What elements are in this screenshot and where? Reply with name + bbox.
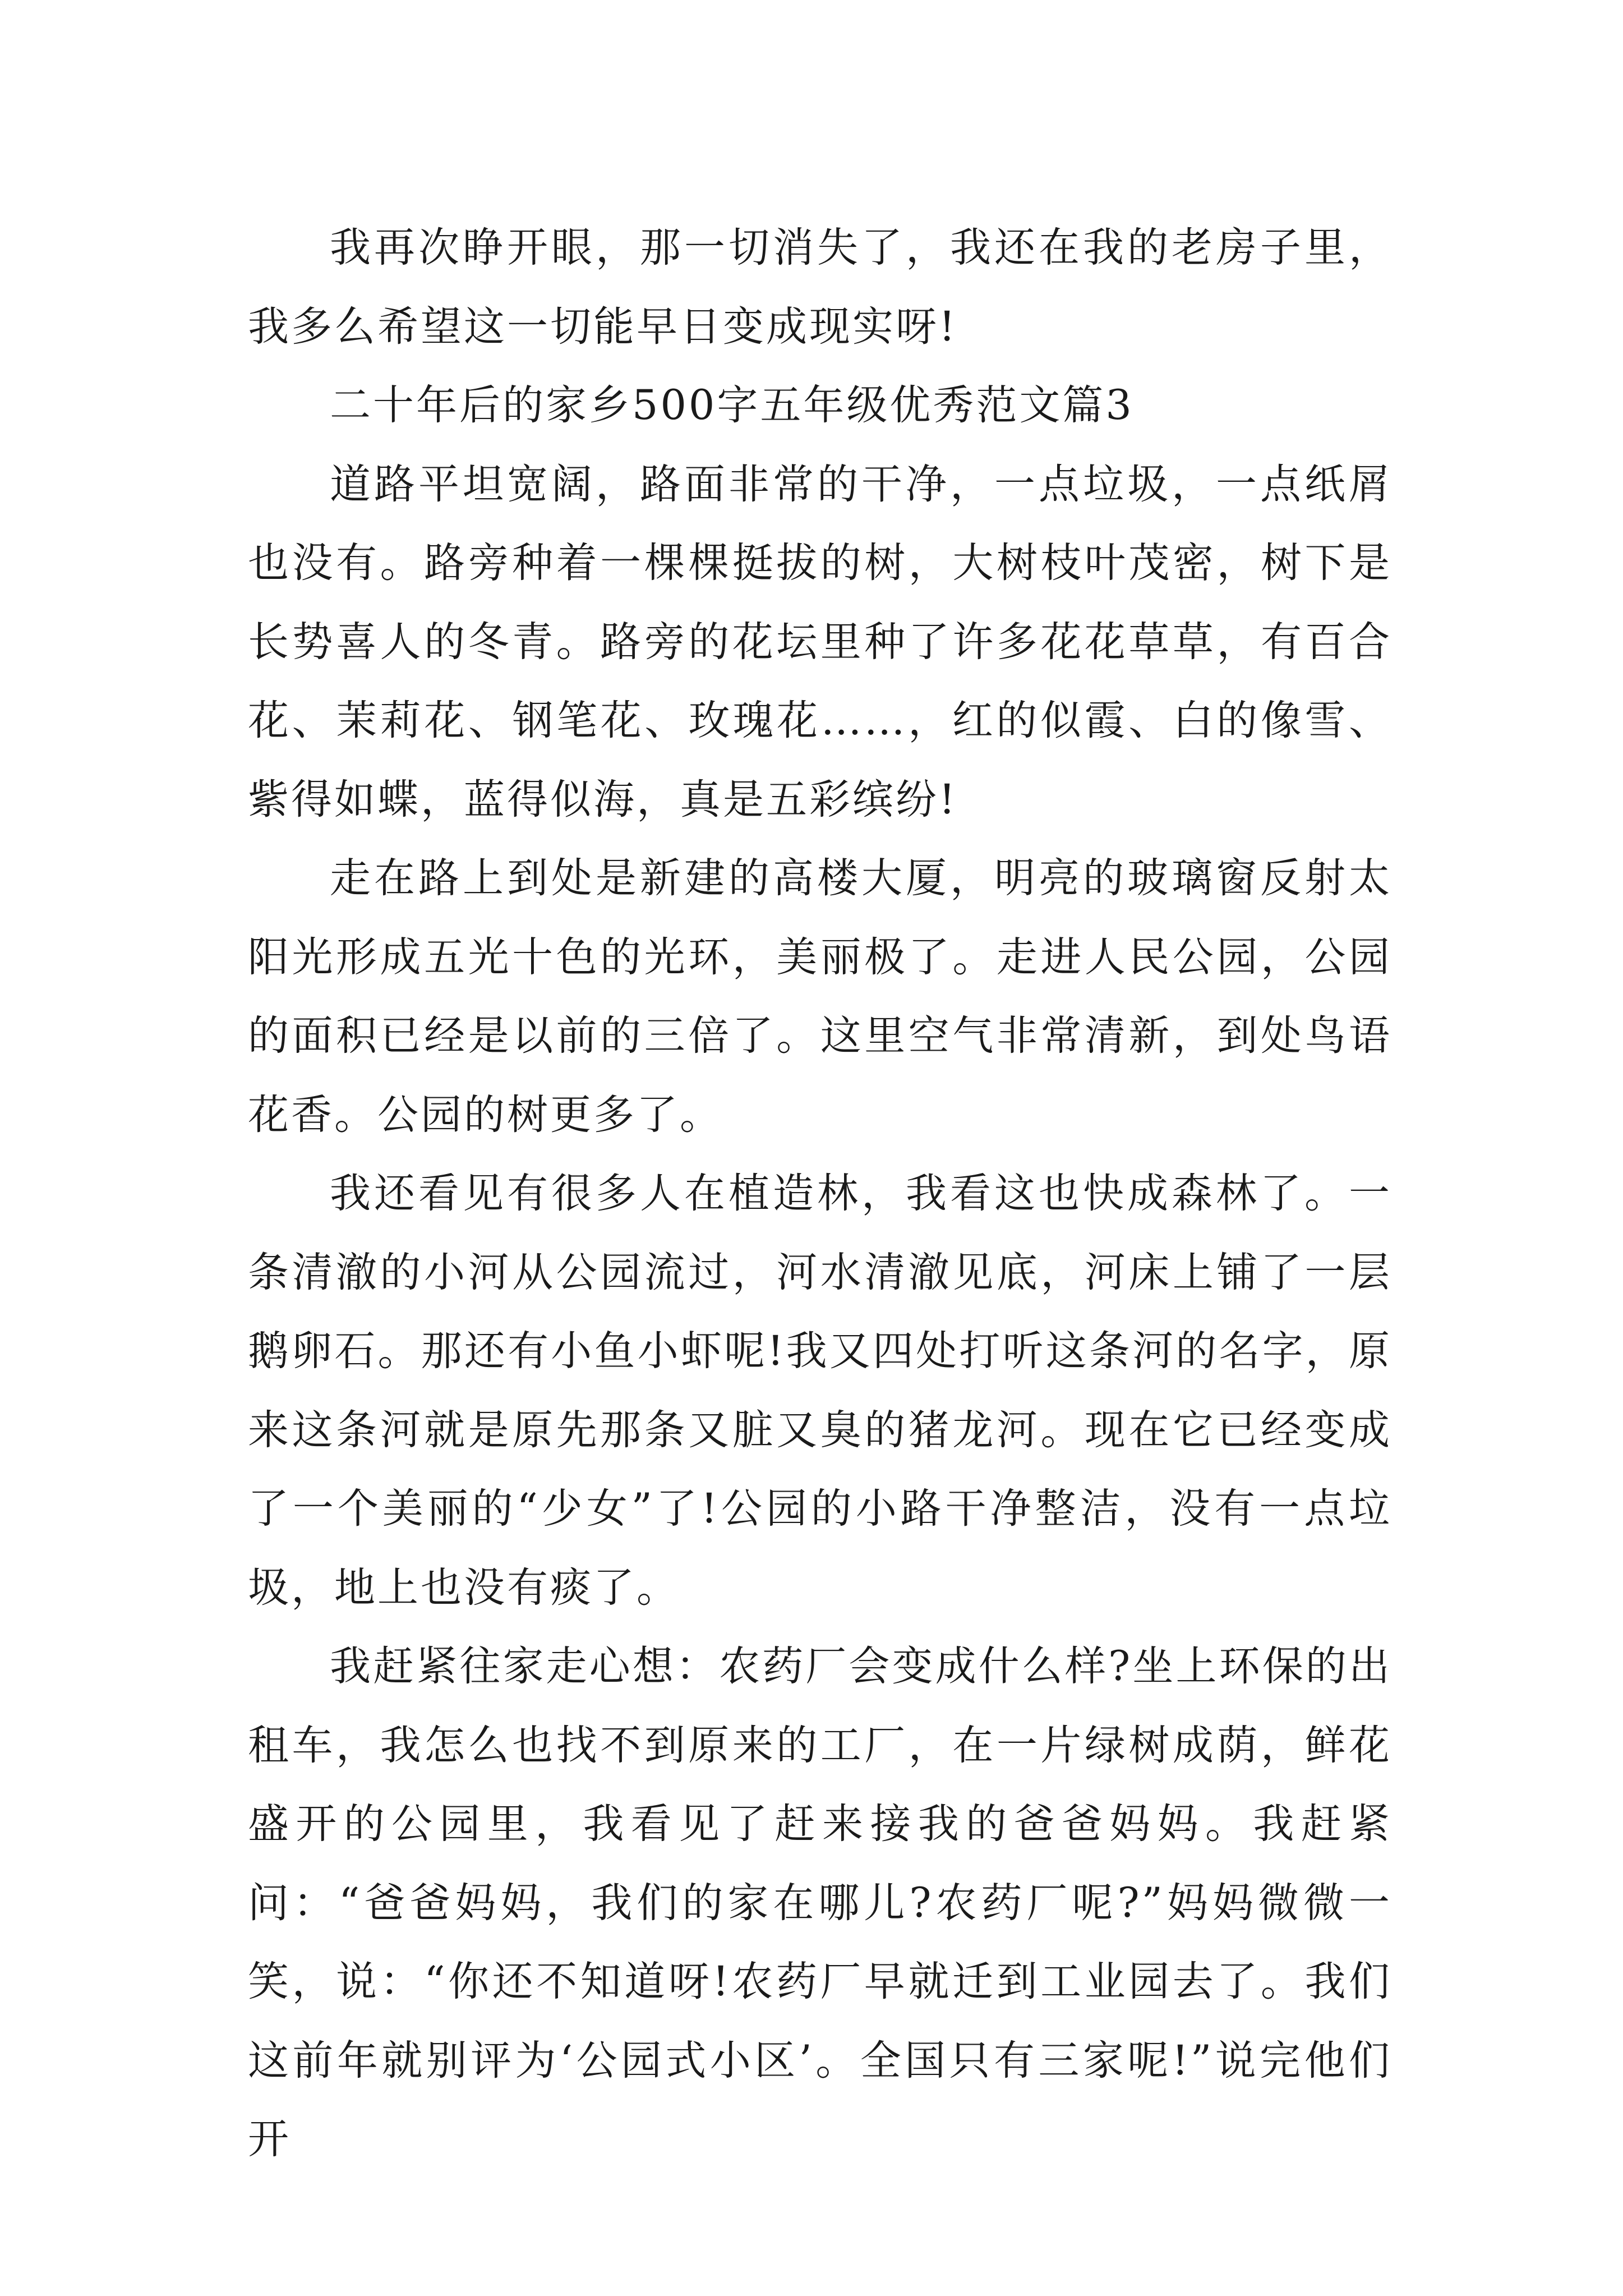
document-body [248,209,1392,2179]
paragraph-road: 道路平坦宽阔，路面非常的干净，一点垃圾，一点纸屑也没有。路旁种着一棵棵挺拔的树，大树枝叶茂密，树下是长势喜人的冬青。路旁的花坛里种了许多花花草草，有百合花、茉莉花、钢笔花、玫瑰花……，红的似霞、白的像雪、紫得如蝶，蓝得似海，真是五彩缤纷! [248,460,1392,823]
paragraph-park: 走在路上到处是新建的高楼大厦，明亮的玻璃窗反射太阳光形成五光十色的光环，美丽极了。走进人民公园，公园的面积已经是以前的三倍了。这里空气非常清新，到处鸟语花香。公园的树更多了。 [248,854,1392,1139]
section-heading: 二十年后的家乡500字五年级优秀范文篇3 [330,381,1134,429]
paragraph-home: 我赶紧往家走心想：农药厂会变成什么样?坐上环保的出租车，我怎么也找不到原来的工厂，在一片绿树成荫，鲜花盛开的公园里，我看见了赶来接我的爸爸妈妈。我赶紧问：“爸爸妈妈，我们的家在哪儿?农药厂呢?”妈妈微微一笑，说：“你还不知道呀!农药厂早就迁到工业园去了。我们这前年就别评为‘公园式小区’。全国只有三家呢!”说完他们开 [248,1642,1392,2163]
paragraph-closing: 我再次睁开眼，那一切消失了，我还在我的老房子里，我多么希望这一切能早日变成现实呀! [248,224,1392,351]
paragraph-river: 我还看见有很多人在植造林，我看这也快成森林了。一条清澈的小河从公园流过，河水清澈见底，河床上铺了一层鹅卵石。那还有小鱼小虾呢!我又四处打听这条河的名字，原来这条河就是原先那条又脏又臭的猪龙河。现在它已经变成了一个美丽的“少女”了!公园的小路干净整洁，没有一点垃圾，地上也没有痰了。 [248,1170,1392,1612]
